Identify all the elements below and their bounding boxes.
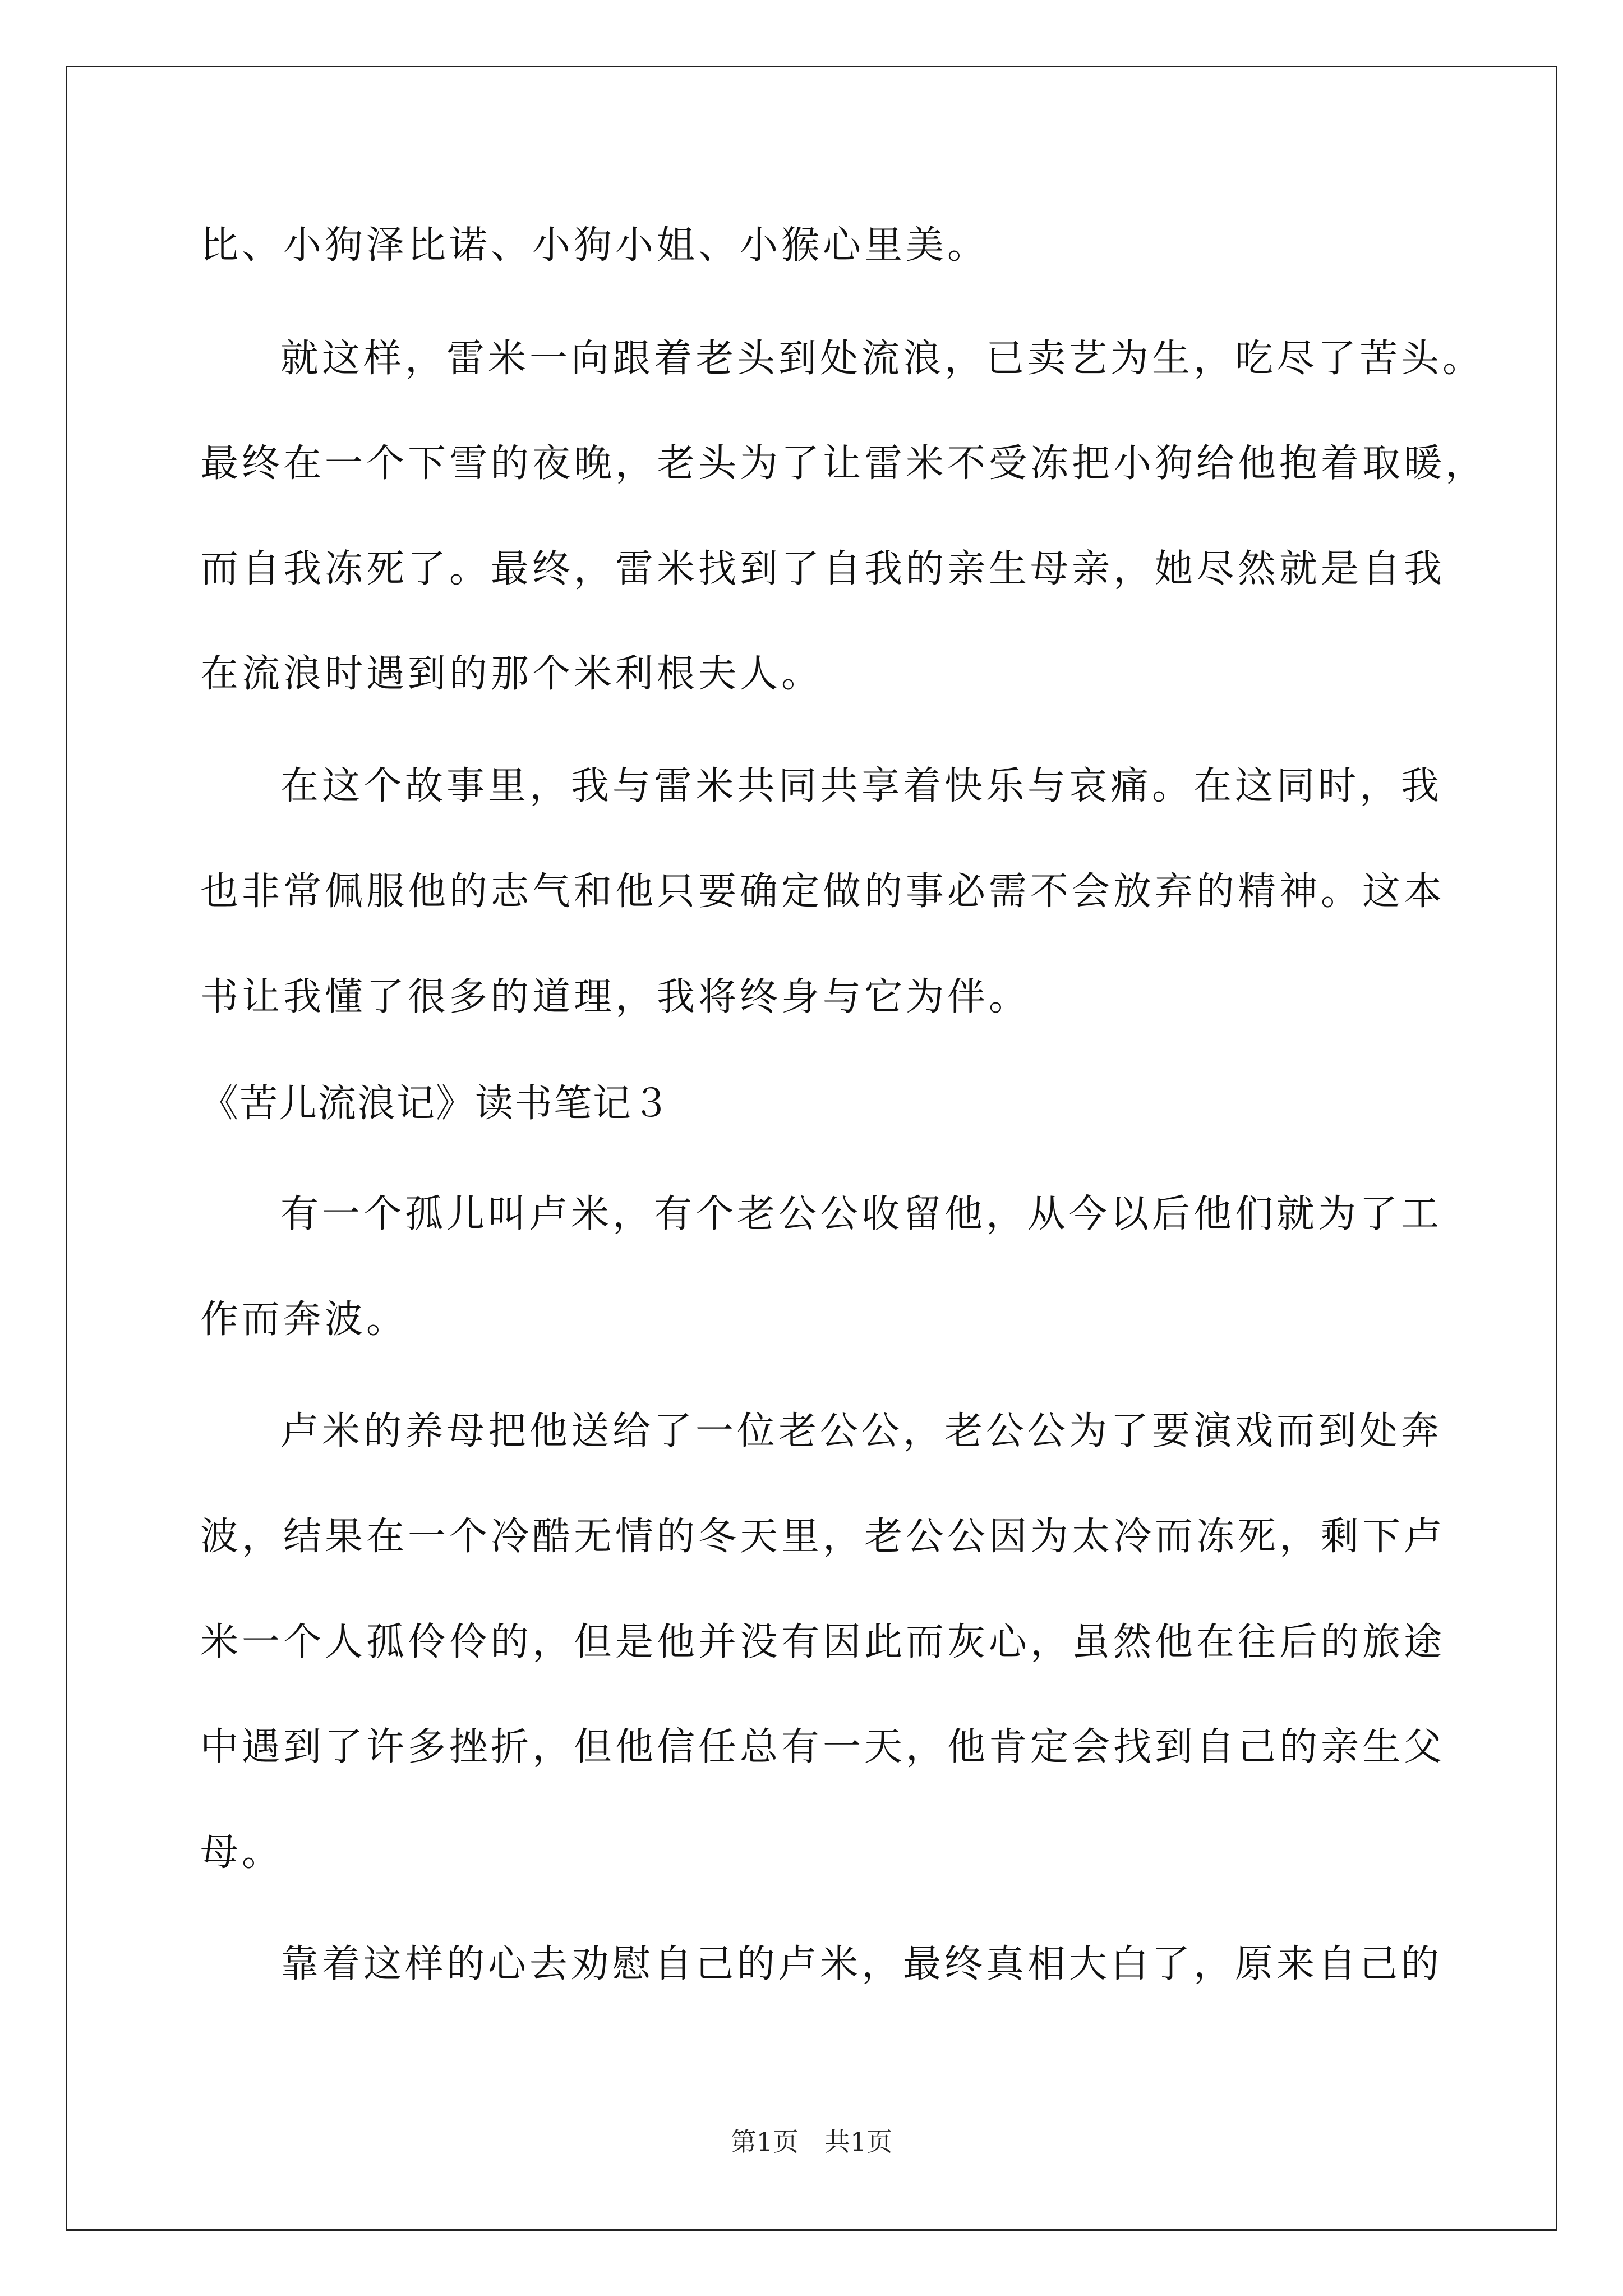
text-line: 在流浪时遇到的那个米利根夫人。 — [200, 652, 823, 696]
text-line: 书让我懂了很多的道理，我将终身与它为伴。 — [200, 975, 1031, 1019]
paragraph-start: 卢米的养母把他送给了一位老公公，老公公为了要演戏而到处奔 — [280, 1409, 1443, 1453]
paragraph-start: 有一个孤儿叫卢米，有个老公公收留他，从今以后他们就为了工 — [280, 1192, 1443, 1236]
paragraph-start: 就这样，雷米一向跟着老头到处流浪，已卖艺为生，吃尽了苦头。 — [280, 337, 1484, 381]
text-line: 最终在一个下雪的夜晚，老头为了让雷米不受冻把小狗给他抱着取暖， — [200, 441, 1487, 486]
text-line: 米一个人孤伶伶的，但是他并没有因此而灰心，虽然他在往后的旅途 — [200, 1620, 1446, 1664]
text-line: 母。 — [200, 1830, 284, 1875]
paragraph-start: 靠着这样的心去劝慰自己的卢米，最终真相大白了，原来自己的 — [280, 1942, 1443, 1986]
text-line: 中遇到了许多挫折，但他信任总有一天，他肯定会找到自己的亲生父 — [200, 1725, 1446, 1769]
text-line: 作而奔波。 — [200, 1297, 408, 1342]
text-line: 波，结果在一个冷酷无情的冬天里，老公公因为太冷而冻死，剩下卢 — [200, 1515, 1446, 1559]
text-line: 而自我冻死了。最终，雷米找到了自我的亲生母亲，她尽然就是自我 — [200, 547, 1446, 591]
text-line: 也非常佩服他的志气和他只要确定做的事必需不会放弃的精神。这本 — [200, 869, 1446, 914]
paragraph-start: 在这个故事里，我与雷米共同共享着快乐与哀痛。在这同时，我 — [280, 764, 1443, 808]
section-heading: 《苦儿流浪记》读书笔记３ — [200, 1082, 672, 1126]
page-border — [66, 66, 1557, 2231]
text-line: 比、小狗泽比诺、小狗小姐、小猴心里美。 — [200, 223, 989, 268]
page-footer: 第1页 共1页 — [730, 2127, 893, 2157]
